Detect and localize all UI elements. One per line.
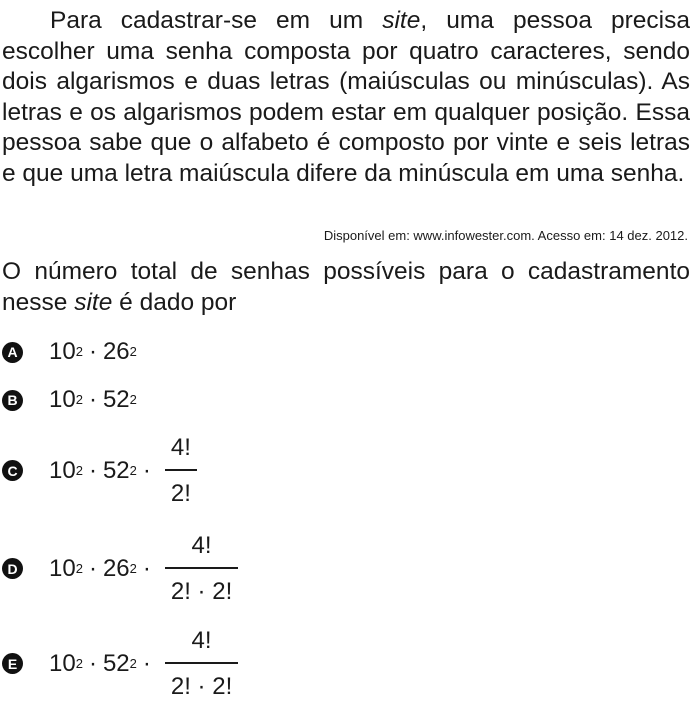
fraction: [165, 626, 238, 702]
base: 26: [102, 554, 130, 582]
option-d[interactable]: [2, 531, 238, 607]
option-b-expression: 10 2 · 52 2: [49, 386, 137, 413]
multiply-dot: ·: [142, 456, 151, 484]
option-c[interactable]: [2, 433, 197, 509]
question-prompt: [2, 257, 690, 318]
question-text-2: é dado por: [112, 288, 237, 316]
site-term: site: [382, 7, 421, 34]
base: 10: [49, 554, 76, 582]
fraction-bar: [165, 567, 238, 569]
denominator: 2! · 2!: [170, 577, 233, 605]
fraction: [165, 531, 238, 607]
option-d-badge: D: [2, 558, 23, 579]
site-term: site: [74, 288, 113, 316]
numerator: 4!: [191, 627, 212, 654]
option-c-badge: C: [2, 460, 23, 481]
base: 10: [49, 456, 76, 484]
option-e[interactable]: [2, 626, 238, 702]
source-citation: Disponível em: www.infowester.com. Acesso em: 14 dez. 2012.: [323, 228, 688, 243]
multiply-dot: ·: [88, 386, 97, 413]
base: 52: [102, 386, 130, 413]
fraction-bar: [165, 469, 197, 471]
multiply-dot: ·: [88, 649, 97, 677]
option-b[interactable]: [2, 386, 137, 414]
fraction-bar: [165, 662, 238, 664]
base: 26: [102, 338, 130, 365]
multiply-dot: ·: [88, 554, 97, 582]
option-d-expression: 10 2 · 26 2 · $\frac{4!}{2! \cdot 2!}$: [49, 531, 238, 607]
multiply-dot: ·: [88, 338, 97, 365]
base: 10: [49, 386, 76, 413]
base: 52: [102, 649, 130, 677]
problem-statement: [2, 6, 690, 189]
statement-text-2: , uma pessoa precisa escolher uma senha composta por quatro caracteres, sendo dois algarismos e duas letras (maiúsculas ou minúsculas). As letras e os algarismos podem estar em qualquer posição. Essa pessoa sabe que o alfabeto é composto por vinte e seis letras e que uma letra maiúscula difere da minúscula em uma senha.: [2, 7, 690, 187]
fraction: [165, 433, 197, 509]
statement-text-1: Para cadastrar-se em um: [50, 7, 383, 34]
option-a[interactable]: [2, 338, 137, 366]
option-b-badge: B: [2, 390, 23, 411]
numerator: 4!: [170, 434, 191, 461]
base: 10: [49, 338, 76, 365]
option-a-badge: A: [2, 342, 23, 363]
denominator: 2! · 2!: [170, 672, 233, 700]
numerator: 4!: [191, 532, 212, 559]
option-e-badge: E: [2, 653, 23, 674]
multiply-dot: ·: [88, 456, 97, 484]
option-c-expression: 10 2 · 52 2 · $\frac{4!}{2!}$: [49, 433, 197, 509]
option-e-expression: 10 2 · 52 2 · $\frac{4!}{2! \cdot 2!}$: [49, 626, 238, 702]
multiply-dot: ·: [142, 649, 151, 677]
base: 52: [102, 456, 130, 484]
question-text-1: O número total de senhas possíveis para o cadastramento nesse: [2, 258, 690, 316]
base: 10: [49, 649, 76, 677]
multiply-dot: ·: [142, 554, 151, 582]
denominator: 2!: [170, 479, 191, 507]
option-a-expression: 10 2 · 26 2: [49, 338, 137, 365]
